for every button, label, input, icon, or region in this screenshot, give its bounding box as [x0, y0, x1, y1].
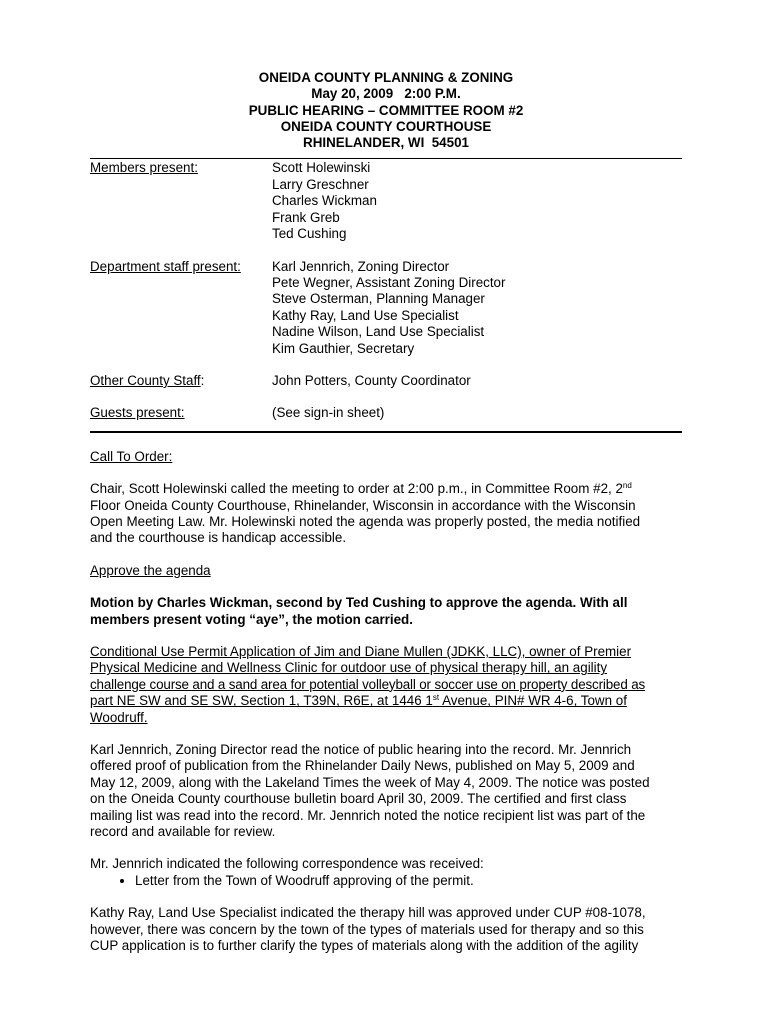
- call-to-order-paragraph: [90, 481, 682, 547]
- paragraph-line: on the Oneida County courthouse bulletin board April 30, 2009. The certified and first class: [90, 791, 627, 807]
- correspondence-list: [90, 873, 682, 889]
- paragraph-line: mailing list was read into the record. Mr. Jennrich noted the notice recipient list was part of the: [90, 807, 646, 823]
- paragraph-line: Floor Oneida County Courthouse, Rhinelander, Wisconsin in accordance with the Wisconsin: [90, 497, 636, 513]
- cup-heading-line: Woodruff.: [90, 709, 148, 725]
- header-line-2: May 20, 2009 2:00 P.M.: [311, 86, 461, 102]
- motion-line: Motion by Charles Wickman, second by Ted Cushing to approve the agenda. With all: [90, 595, 628, 611]
- paragraph-line: Open Meeting Law. Mr. Holewinski noted the agenda was properly posted, the media notified: [90, 513, 641, 529]
- paragraph-line: record and available for review.: [90, 824, 276, 840]
- staff-name: Steve Osterman, Planning Manager: [272, 291, 485, 307]
- paragraph-line: Kathy Ray, Land Use Specialist indicated the therapy hill was approved under CUP #08-1078,: [90, 905, 646, 921]
- members-section: [90, 160, 682, 242]
- kathy-paragraph: [90, 905, 682, 954]
- paragraph-line: and the courthouse is handicap accessible.: [90, 530, 347, 546]
- member-name: Frank Greb: [272, 209, 340, 225]
- member-name: Charles Wickman: [272, 193, 377, 209]
- header-divider: [90, 158, 682, 159]
- header-line-3: PUBLIC HEARING – COMMITTEE ROOM #2: [248, 102, 524, 118]
- staff-name: Pete Wegner, Assistant Zoning Director: [272, 274, 506, 290]
- other-staff-value: John Potters, County Coordinator: [272, 372, 471, 388]
- staff-name: Kim Gauthier, Secretary: [272, 340, 415, 356]
- paragraph-line: offered proof of publication from the Rhinelander Daily News, published on May 5, 2009 and: [90, 758, 635, 774]
- paragraph-line: Karl Jennrich, Zoning Director read the notice of public hearing into the record. Mr. Jennrich: [90, 742, 632, 758]
- approve-agenda-heading: Approve the agenda: [90, 562, 211, 578]
- agenda-motion: [90, 595, 682, 628]
- call-to-order-heading: Call To Order:: [90, 448, 173, 464]
- paragraph-line: Chair, Scott Holewinski called the meeting to order at 2:00 p.m., in Committee Room #2, 2: [90, 481, 623, 497]
- other-staff-label: Other County Staff: [90, 372, 201, 388]
- members-label: Members present:: [90, 160, 198, 176]
- staff-name: Kathy Ray, Land Use Specialist: [272, 307, 459, 323]
- section-divider: [90, 431, 682, 433]
- paragraph-line: CUP application is to further clarify the types of materials along with the addition of the agility: [90, 938, 639, 954]
- notice-paragraph: [90, 742, 682, 840]
- guests-label: Guests present:: [90, 405, 185, 421]
- header-line-1: ONEIDA COUNTY PLANNING & ZONING: [258, 70, 514, 85]
- cup-heading-line: Conditional Use Permit Application of Jim and Diane Mullen (JDKK, LLC), owner of Premier: [90, 644, 632, 660]
- cup-heading-line: Physical Medicine and Wellness Clinic for outdoor use of physical therapy hill, an agility: [90, 660, 608, 676]
- member-name: Scott Holewinski: [272, 160, 371, 176]
- guests-value: (See sign-in sheet): [272, 405, 385, 421]
- cup-heading-line: challenge course and a sand area for potential volleyball or soccer use on property described as: [90, 676, 646, 692]
- staff-section: [90, 259, 682, 357]
- staff-label: Department staff present:: [90, 258, 241, 274]
- cup-heading-line: Avenue, PIN# WR 4-6, Town of: [439, 693, 627, 709]
- correspondence-section: [90, 856, 682, 889]
- other-staff-section: [90, 373, 682, 389]
- staff-name: Karl Jennrich, Zoning Director: [272, 258, 450, 274]
- document-page: [90, 70, 682, 955]
- member-name: Larry Greschner: [272, 176, 369, 192]
- guests-section: [90, 405, 682, 421]
- correspondence-item: • Letter from the Town of Woodruff approving of the permit.: [135, 873, 682, 889]
- superscript: nd: [622, 481, 632, 491]
- paragraph-line: May 12, 2009, along with the Lakeland Times the week of May 4, 2009. The notice was posted: [90, 774, 650, 790]
- cup-heading: [90, 644, 682, 726]
- header-line-5: RHINELANDER, WI 54501: [303, 135, 469, 151]
- staff-name: Nadine Wilson, Land Use Specialist: [272, 324, 485, 340]
- member-name: Ted Cushing: [272, 226, 347, 242]
- cup-heading-line: part NE SW and SE SW, Section 1, T39N, R6E, at 1446 1: [90, 693, 433, 709]
- paragraph-line: however, there was concern by the town of the types of materials used for therapy and so this: [90, 921, 644, 937]
- document-header: [90, 70, 682, 151]
- superscript: st: [432, 693, 440, 703]
- other-staff-colon: :: [200, 372, 205, 388]
- motion-line: members present voting “aye”, the motion carried.: [90, 611, 413, 627]
- correspondence-intro: Mr. Jennrich indicated the following correspondence was received:: [90, 856, 484, 872]
- header-line-4: ONEIDA COUNTY COURTHOUSE: [280, 118, 492, 134]
